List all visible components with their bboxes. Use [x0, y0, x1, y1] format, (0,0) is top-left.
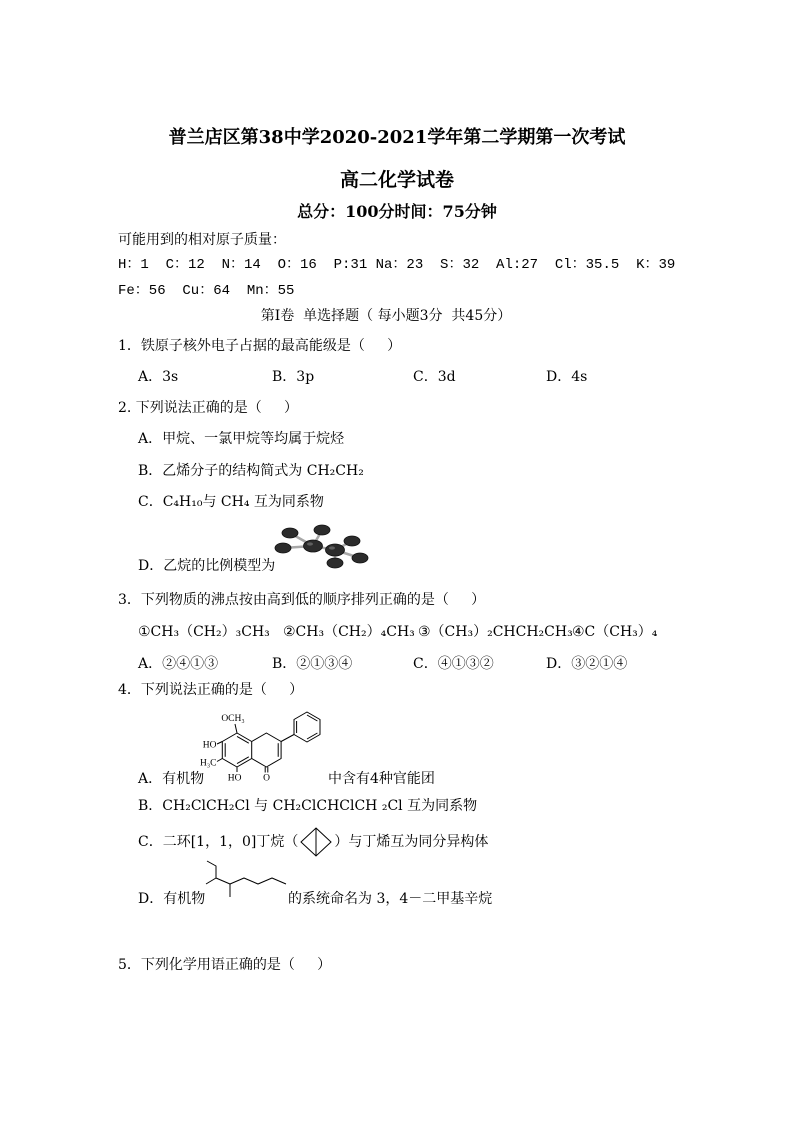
flavone-structure: [200, 702, 330, 786]
h3c-label: H₃C: [199, 758, 217, 769]
q2-stem: 2. 下列说法正确的是（ ）: [118, 400, 299, 416]
q5-stem: 5．下列化学用语正确的是（ ）: [118, 957, 332, 973]
exam-subtitle: 高二化学试卷: [339, 169, 454, 191]
bicyclobutane-structure: [299, 826, 333, 858]
q3-compound-4: ④C（CH₃）₄: [572, 624, 658, 640]
q3-option-b: B．②①③④: [272, 656, 353, 672]
carbon-atom: [304, 540, 323, 552]
carbonyl-o-label: O: [263, 773, 270, 784]
ethane-ball-stick-model: [272, 520, 376, 570]
score-time: 总分：100分时间：75分钟: [297, 202, 497, 221]
methyl-branch: [206, 878, 216, 884]
exam-title: 普兰店区第38中学2020-2021学年第二学期第一次考试: [168, 127, 626, 148]
q4-option-c-suffix: ）与丁烯互为同分异构体: [334, 834, 489, 850]
q1-option-b: B．3p: [272, 369, 315, 385]
hydrogen-atom: [352, 553, 368, 563]
atomic-mass-label: 可能用到的相对原子质量：: [118, 232, 286, 248]
ho-label-top: HO: [202, 740, 217, 751]
phenyl-link-bond: [281, 735, 294, 742]
q3-option-a: A．②④①③: [138, 656, 219, 672]
q2-option-c: C．C₄H₁₀与 CH₄ 互为同系物: [138, 494, 324, 510]
q3-compound-2: ②CH₃（CH₂）₄CH₃: [283, 624, 415, 640]
atom-highlight: [307, 542, 313, 545]
q3-option-c: C．④①③②: [413, 656, 494, 672]
q1-stem: 1．铁原子核外电子占据的最高能级是（ ）: [118, 338, 402, 354]
q4-option-d-prefix: D．有机物: [138, 891, 206, 907]
methyl-bond: [217, 759, 222, 762]
q2-option-d: D．乙烷的比例模型为: [138, 558, 276, 574]
hydroxy-bond: [217, 742, 222, 745]
q3-compound-1: ①CH₃（CH₂）₃CH₃: [138, 624, 270, 640]
q3-option-d: D．③②①④: [546, 656, 628, 672]
och3-label: OCH₃: [221, 714, 245, 724]
double-bond: [307, 733, 317, 739]
q4-stem: 4．下列说法正确的是（ ）: [118, 682, 304, 698]
ho-label-bottom: HO: [227, 773, 242, 784]
q4-option-c-prefix: C．二环[1，1，0]丁烷（: [138, 834, 299, 850]
phenyl-ring: [294, 712, 320, 742]
section-title: 第Ⅰ卷 单选择题（ 每小题3分 共45分）: [260, 308, 512, 324]
dimethyloctane-skeleton: [203, 856, 289, 902]
double-bond: [237, 736, 249, 743]
q3-compound-3: ③（CH₃）₂CHCH₂CH₃: [418, 624, 573, 640]
q4-option-b: B．CH₂ClCH₂Cl 与 CH₂ClCHClCH ₂Cl 互为同系物: [138, 798, 478, 814]
q3-stem: 3．下列物质的沸点按由高到低的顺序排列正确的是（ ）: [118, 592, 486, 608]
carbon-atom: [326, 544, 345, 556]
q4-option-a-prefix: A．有机物: [138, 771, 205, 787]
q2-option-a: A．甲烷、一氯甲烷等均属于烷烃: [138, 431, 345, 447]
atomic-mass-line-1: H：1 C：12 N：14 O：16 P:31 Na：23 S：32 Al:27 Cl：35.5 K：39: [118, 257, 676, 273]
main-chain: [207, 861, 286, 884]
q1-option-a: A．3s: [138, 369, 179, 385]
hydrogen-atom: [282, 528, 298, 538]
hydrogen-atom: [327, 558, 343, 568]
ring-c: [252, 733, 281, 767]
q1-option-d: D．4s: [546, 369, 588, 385]
atomic-mass-line-2: Fe：56 Cu：64 Mn：55: [118, 283, 295, 299]
ring-a: [222, 733, 251, 767]
q1-option-c: C．3d: [413, 369, 456, 385]
double-bond: [307, 715, 317, 721]
double-bond: [237, 757, 249, 764]
q4-option-d-suffix: 的系统命名为 3，4－二甲基辛烷: [288, 891, 493, 907]
hydrogen-atom: [314, 525, 330, 535]
methoxy-bond: [235, 724, 237, 733]
q2-option-b: B．乙烯分子的结构简式为 CH₂CH₂: [138, 463, 364, 479]
q4-option-c: [138, 826, 488, 858]
atom-highlight: [329, 546, 335, 549]
q4-option-a-suffix: 中含有4种官能团: [328, 771, 435, 787]
hydrogen-atom: [275, 543, 291, 553]
hydrogen-atom: [344, 536, 360, 546]
